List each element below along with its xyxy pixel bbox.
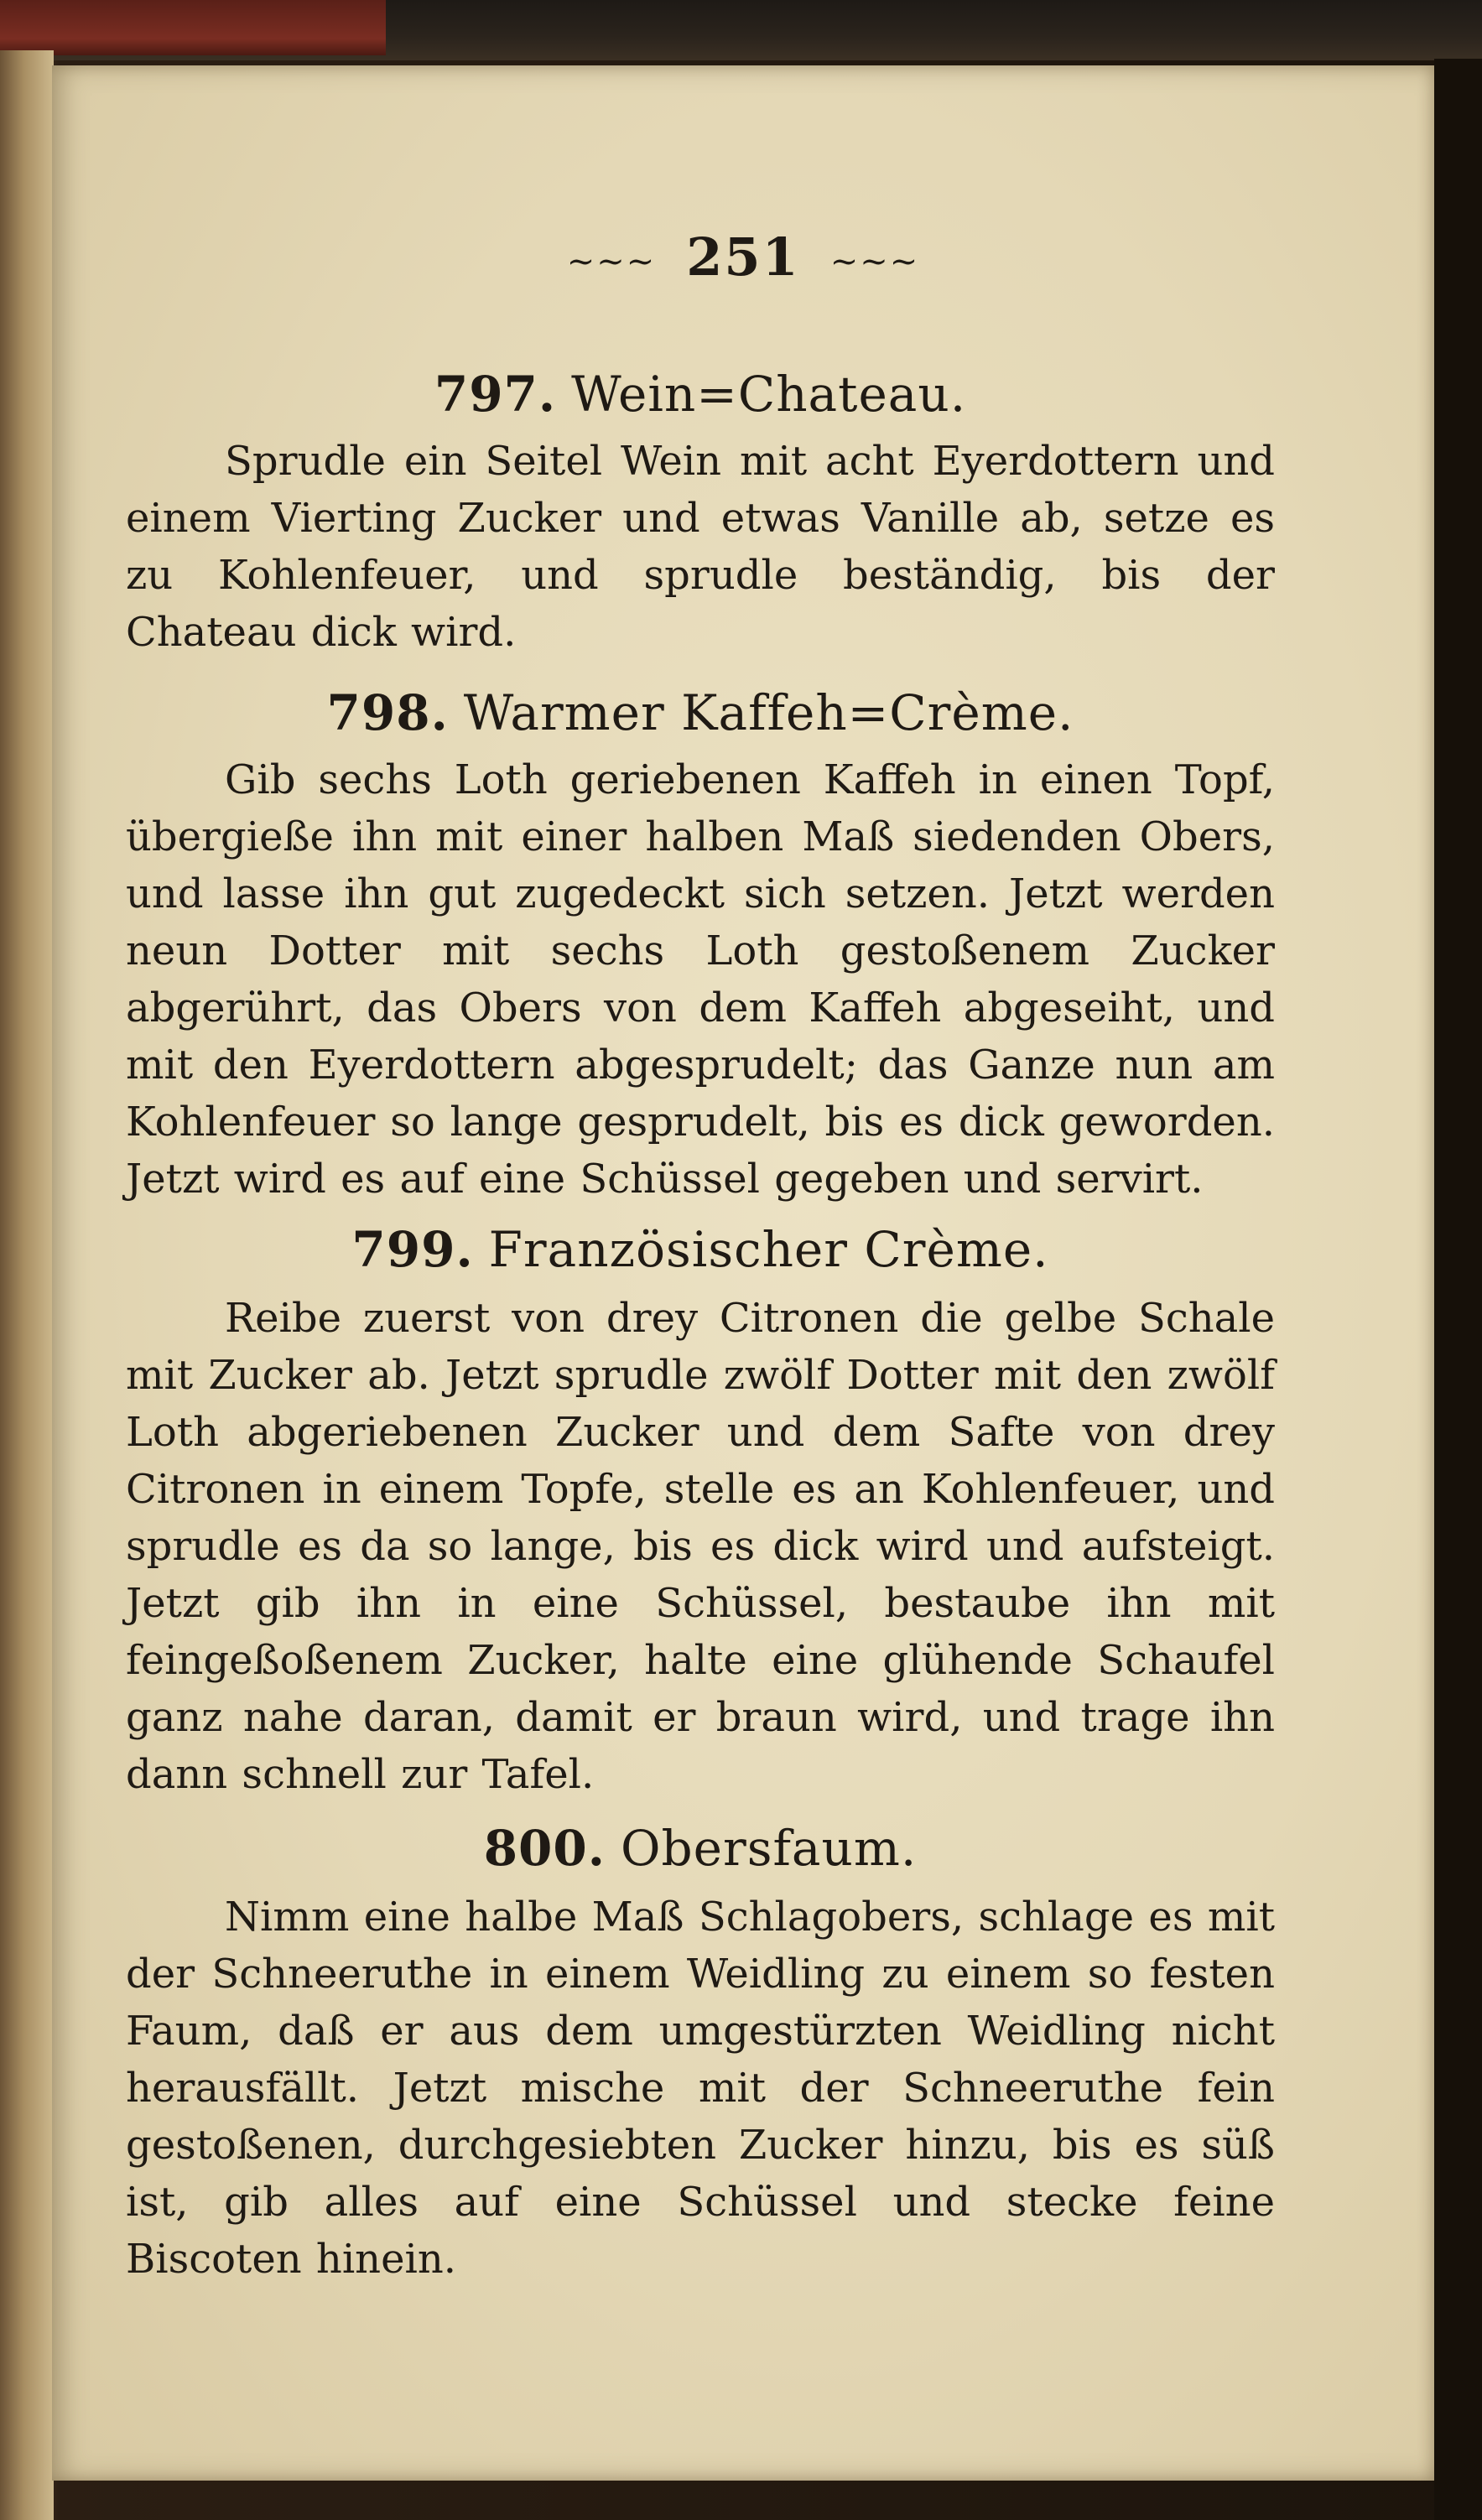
recipe-number: 797. (434, 366, 557, 423)
book-page (52, 65, 1434, 2481)
recipe-number: 799. (351, 1221, 474, 1278)
ornament-left: ~~~ (566, 242, 657, 281)
recipe-heading-798 (126, 684, 1275, 741)
cover-binding (0, 0, 386, 55)
recipe-title: Warmer Kaffeh=Crème. (463, 684, 1074, 741)
recipe-text-799: Reibe zuerst von drey Citronen die gelbe Schale mit Zucker ab. Jetzt sprudle zwölf Dotter mit den zwölf Loth abgeriebenen Zucker und dem Safte von drey Citronen in einem Topfe, stelle es an Kohlenfeuer, und sprudle es da so lange, bis es dick wird und aufsteigt. Jetzt gib ihn in eine Schüssel, bestaube ihn mit feingeßoßenem Zucker, halte eine glühende Schaufel ganz nahe daran, damit er braun wird, und trage ihn dann schnell zur Tafel. (126, 1295, 1275, 1798)
ornament-right: ~~~ (829, 242, 920, 281)
recipe-title: Französischer Crème. (488, 1221, 1049, 1278)
recipe-heading-799 (126, 1221, 1275, 1278)
recipe-heading-800 (126, 1820, 1275, 1877)
recipe-title: Obersfaum. (620, 1820, 918, 1877)
page-number (52, 226, 1434, 288)
page-gutter (0, 50, 54, 2520)
recipe-heading-797 (126, 366, 1275, 423)
book-cover-strip (0, 0, 1482, 60)
recipe-number: 800. (483, 1820, 606, 1877)
recipe-number: 798. (326, 684, 449, 741)
recipe-title: Wein=Chateau. (571, 366, 967, 423)
recipe-text-797: Sprudle ein Seitel Wein mit acht Eyerdottern und einem Vierting Zucker und etwas Vanille ab, setze es zu Kohlenfeuer, und sprudle beständig, bis der Chateau dick wird. (126, 438, 1275, 656)
recipe-text-800: Nimm eine halbe Maß Schlagobers, schlage es mit der Schneeruthe in einem Weidling zu einem so festen Faum, daß er aus dem umgestürzten Weidling nicht herausfällt. Jetzt mische mit der Schneeruthe fein gestoßenen, durchgesiebten Zucker hinzu, bis es süß ist, gib alles auf eine Schüssel und stecke feine Biscoten hinein. (126, 1894, 1275, 2283)
page-number-value: 251 (686, 226, 800, 288)
background-edge (1434, 59, 1482, 2520)
recipe-text-798: Gib sechs Loth geriebenen Kaffeh in einen Topf, übergieße ihn mit einer halben Maß siedenden Obers, und lasse ihn gut zugedeckt sich setzen. Jetzt werden neun Dotter mit sechs Loth gestoßenem Zucker abgerührt, das Obers von dem Kaffeh abgeseiht, und mit den Eyerdottern abgesprudelt; das Ganze nun am Kohlenfeuer so lange gesprudelt, bis es dick geworden. Jetzt wird es auf eine Schüssel gegeben und servirt. (126, 756, 1275, 1203)
